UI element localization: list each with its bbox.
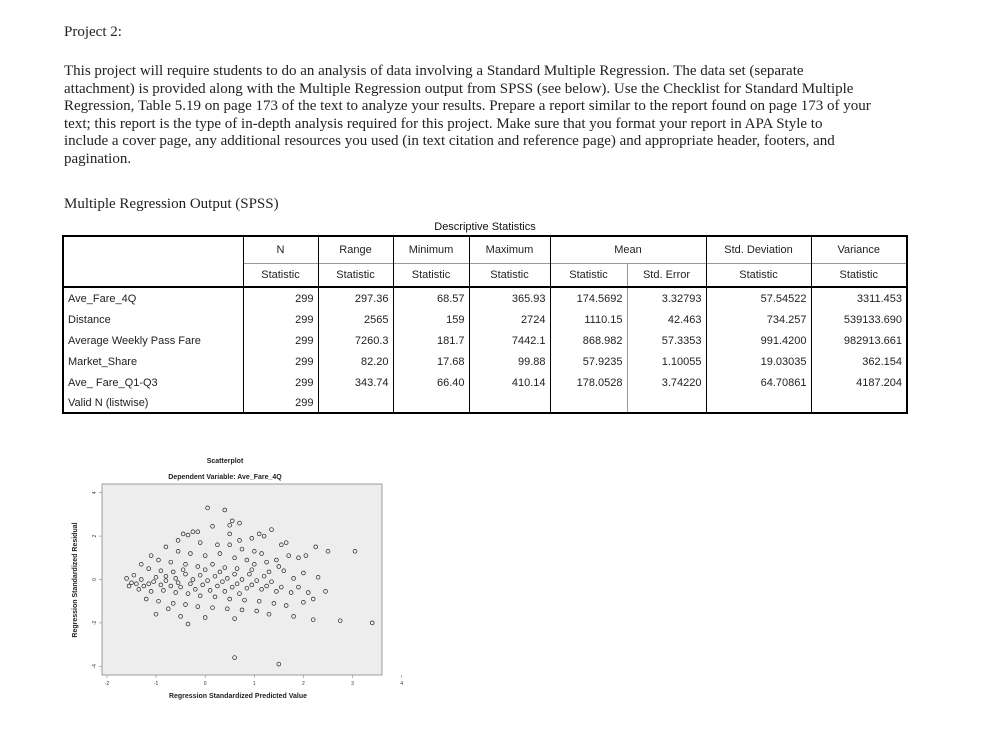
cell-minimum: 159 xyxy=(393,309,469,330)
col-header-range: Range xyxy=(318,236,393,264)
cell-n: 299 xyxy=(243,330,318,351)
y-tick-label: 4 xyxy=(92,491,98,495)
cell-maximum: 99.88 xyxy=(469,351,550,372)
cell-variance: 4187.204 xyxy=(811,372,907,393)
cell-std-error: 57.3353 xyxy=(627,330,706,351)
col-header-n: N xyxy=(243,236,318,264)
table-row xyxy=(63,351,907,372)
y-tick-label: 0 xyxy=(92,578,98,581)
section-subheading: Multiple Regression Output (SPSS) xyxy=(64,196,279,212)
cell-mean: 57.9235 xyxy=(550,351,627,372)
x-tick-label: 3 xyxy=(351,681,354,687)
paragraph-line: text; this report is the type of in-depth analysis required for this project. Make sure that you format your report in APA Style to xyxy=(64,115,823,132)
cell-range xyxy=(318,393,393,413)
subheader-cell: Statistic xyxy=(706,264,811,288)
subheader-cell: Statistic xyxy=(811,264,907,288)
cell-n: 299 xyxy=(243,309,318,330)
x-tick-label: -2 xyxy=(104,681,110,687)
cell-variance: 982913.661 xyxy=(811,330,907,351)
cell-mean xyxy=(550,393,627,413)
paragraph-line: pagination. xyxy=(64,150,132,167)
col-header-maximum: Maximum xyxy=(469,236,550,264)
row-label: Average Weekly Pass Fare xyxy=(68,334,201,347)
col-header-mean: Mean xyxy=(550,236,706,264)
table-caption: Descriptive Statistics xyxy=(434,221,536,233)
cell-std-deviation: 64.70861 xyxy=(706,372,811,393)
table-row xyxy=(63,393,907,413)
y-tick-label: 2 xyxy=(92,534,98,538)
cell-std-deviation: 19.03035 xyxy=(706,351,811,372)
cell-std-deviation: 734.257 xyxy=(706,309,811,330)
cell-minimum: 181.7 xyxy=(393,330,469,351)
paragraph-line: Regression, Table 5.19 on page 173 of the text to analyze your results. Prepare a report similar to the report found on page 173 of your xyxy=(64,98,871,114)
cell-std-error xyxy=(627,393,706,413)
col-header-variance: Variance xyxy=(811,236,907,264)
cell-maximum: 410.14 xyxy=(469,372,550,393)
cell-range: 343.74 xyxy=(318,372,393,393)
subheader-cell: Statistic xyxy=(243,264,318,288)
cell-variance: 539133.690 xyxy=(811,309,907,330)
cell-variance xyxy=(811,393,907,413)
cell-std-deviation: 991.4200 xyxy=(706,330,811,351)
chart-subtitle: Dependent Variable: Ave_Fare_4Q xyxy=(168,474,282,481)
x-tick-label: 0 xyxy=(203,681,207,687)
cell-range: 7260.3 xyxy=(318,330,393,351)
y-tick-label: -4 xyxy=(92,664,98,669)
col-header-minimum: Minimum xyxy=(393,236,469,264)
cell-mean: 178.0528 xyxy=(550,372,627,393)
cell-maximum: 7442.1 xyxy=(469,330,550,351)
descriptive-statistics-table xyxy=(62,235,908,414)
cell-n: 299 xyxy=(243,287,318,309)
project-title: Project 2: xyxy=(64,24,122,40)
chart-title: Scatterplot xyxy=(206,458,244,465)
subheader-cell: Statistic xyxy=(393,264,469,288)
table-row xyxy=(63,372,907,393)
col-header-std-deviation: Std. Deviation xyxy=(706,236,811,264)
cell-n: 299 xyxy=(243,372,318,393)
cell-mean: 1110.15 xyxy=(550,309,627,330)
subheader-cell: Std. Error xyxy=(627,264,706,288)
cell-range: 82.20 xyxy=(318,351,393,372)
paragraph-line: This project will require students to do an analysis of data involving a Standard Multiple Regression. The data set (separate xyxy=(64,63,804,79)
x-axis-label: Regression Standardized Predicted Value xyxy=(168,693,308,700)
table-row xyxy=(63,309,907,330)
cell-std-deviation xyxy=(706,393,811,413)
row-label: Market_Share xyxy=(68,355,138,368)
cell-minimum xyxy=(393,393,469,413)
cell-mean: 868.982 xyxy=(550,330,627,351)
table-row xyxy=(63,330,907,351)
x-tick-label: 2 xyxy=(302,681,305,687)
table-corner xyxy=(63,236,243,287)
subheader-cell: Statistic xyxy=(318,264,393,288)
x-tick-label: -1 xyxy=(153,681,159,687)
table-row xyxy=(63,287,907,309)
subheader-cell: Statistic xyxy=(469,264,550,288)
instructions-paragraph xyxy=(64,63,964,168)
x-axis xyxy=(105,675,404,687)
cell-range: 297.36 xyxy=(318,287,393,309)
row-label: Ave_Fare_4Q xyxy=(63,287,243,309)
cell-variance: 3311.453 xyxy=(811,287,907,309)
cell-std-error: 3.74220 xyxy=(627,372,706,393)
cell-variance: 362.154 xyxy=(811,351,907,372)
x-tick-label: 1 xyxy=(252,681,256,687)
row-label: Distance xyxy=(68,313,111,326)
cell-std-error: 3.32793 xyxy=(627,287,706,309)
row-label: Valid N (listwise) xyxy=(68,396,149,409)
cell-n: 299 xyxy=(243,351,318,372)
y-axis-label: Regression Standardized Residual xyxy=(72,522,79,638)
cell-std-deviation: 57.54522 xyxy=(706,287,811,309)
paragraph-line: include a cover page, any additional resources you used (in text citation and reference page) and appropriate header, footers, and xyxy=(64,133,835,149)
cell-std-error: 42.463 xyxy=(627,309,706,330)
cell-minimum: 17.68 xyxy=(393,351,469,372)
cell-maximum: 365.93 xyxy=(469,287,550,309)
plot-area xyxy=(102,484,382,675)
cell-range: 2565 xyxy=(318,309,393,330)
row-label: Ave_ Fare_Q1-Q3 xyxy=(68,376,158,389)
y-tick-label: -2 xyxy=(92,620,98,626)
y-axis xyxy=(92,491,102,668)
cell-mean: 174.5692 xyxy=(550,287,627,309)
cell-maximum xyxy=(469,393,550,413)
cell-n: 299 xyxy=(243,393,318,413)
cell-std-error: 1.10055 xyxy=(627,351,706,372)
subheader-cell: Statistic xyxy=(550,264,627,288)
paragraph-line: attachment) is provided along with the Multiple Regression output from SPSS (see below). Use the Checklist for Standard Multiple xyxy=(64,80,854,97)
residual-scatterplot xyxy=(60,450,404,705)
cell-maximum: 2724 xyxy=(469,309,550,330)
x-tick-label: 4 xyxy=(400,681,404,687)
header-row xyxy=(63,236,907,264)
cell-minimum: 68.57 xyxy=(393,287,469,309)
cell-minimum: 66.40 xyxy=(393,372,469,393)
